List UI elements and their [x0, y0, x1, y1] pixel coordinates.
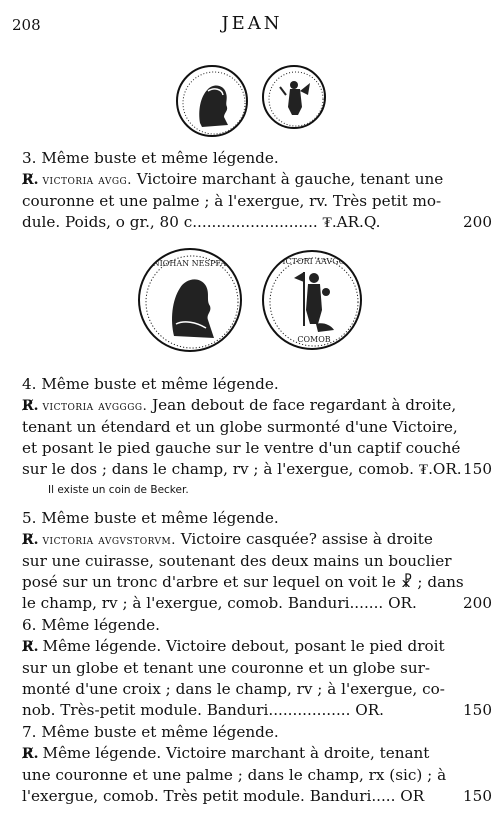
page-header — [0, 12, 504, 36]
coin-reverse-large — [262, 250, 362, 350]
catalogue-entry — [22, 374, 492, 480]
entry-line: Même légende. Victoire marchant à droite, tenant — [42, 744, 430, 762]
entry-line: le champ, rv ; à l'exergue, comob. Banduri....... OR. — [22, 594, 417, 612]
entry-number: 5. — [22, 509, 37, 527]
reverse-legend-name: victoria avgggg. — [42, 399, 148, 414]
reverse-mark: R̸. — [22, 639, 39, 655]
entry-price: 200 — [463, 594, 492, 612]
entry-title: Même buste et même légende. — [41, 375, 279, 393]
entry-price: 150 — [463, 701, 492, 719]
victory-figure-icon — [264, 67, 326, 129]
entry-heading — [22, 148, 492, 169]
laureate-bust-icon — [140, 250, 242, 352]
entry-line: tenant un étendard et un globe surmonté d'une Victoire, — [22, 418, 458, 436]
entry-line: monté d'une croix ; dans le champ, rv ; à l'exergue, co- — [22, 680, 445, 698]
coin-obverse-small — [176, 65, 248, 137]
coin-reverse-small — [262, 65, 326, 129]
catalogue-entry — [22, 722, 492, 807]
entry-line: sur une cuirasse, soutenant des deux mains un bouclier — [22, 552, 452, 570]
entry-heading — [22, 374, 492, 395]
entry-line: dule. Poids, o gr., 80 c.......................... ₮.AR.Q. — [22, 213, 381, 231]
reverse-mark: R̸. — [22, 172, 39, 188]
catalogue-entry — [22, 148, 492, 233]
reverse-exergue: COMOB — [297, 335, 331, 344]
entry-number: 7. — [22, 723, 37, 741]
entry-description — [22, 636, 492, 721]
entry-description — [22, 395, 492, 480]
entry-heading — [22, 722, 492, 743]
entry-number: 4. — [22, 375, 37, 393]
entry-title: Même buste et même légende. — [41, 149, 279, 167]
entry-line: Jean debout de face regardant à droite, — [152, 396, 457, 414]
entry-line: une couronne et une palme ; dans le champ, rx (sic) ; à — [22, 766, 447, 784]
catalogue-entry — [22, 615, 492, 721]
catalogue-entry — [22, 508, 492, 614]
entry-line: et posant le pied gauche sur le ventre d'un captif couché — [22, 439, 461, 457]
coin-obverse-large — [138, 248, 242, 352]
entry-title: Même buste et même légende. — [41, 723, 279, 741]
emperor-standing-icon — [264, 252, 362, 350]
entry-line: Victoire casquée? assise à droite — [180, 530, 433, 548]
entry-line: nob. Très-petit module. Banduri................. OR. — [22, 701, 384, 719]
page-number: 208 — [12, 16, 41, 34]
entry-line: l'exergue, comob. Très petit module. Banduri..... OR — [22, 787, 425, 805]
footnote: Il existe un coin de Becker. — [48, 484, 189, 496]
entry-line: sur un globe et tenant une couronne et un globe sur- — [22, 659, 431, 677]
entry-title: Même légende. — [41, 616, 160, 634]
entry-description — [22, 169, 492, 233]
entry-price: 150 — [463, 787, 492, 805]
reverse-mark: R̸. — [22, 532, 39, 548]
entry-line: sur le dos ; dans le champ, rv ; à l'exergue, comob. ₮.OR. — [22, 460, 462, 478]
entry-line: couronne et une palme ; à l'exergue, rv. Très petit mo- — [22, 192, 442, 210]
reverse-legend: VICTORI AAVGGG — [276, 257, 352, 266]
entry-price: 200 — [463, 213, 492, 231]
entry-title: Même buste et même légende. — [41, 509, 279, 527]
reverse-legend-name: victoria avgvstorvm. — [42, 533, 176, 548]
entry-description — [22, 743, 492, 807]
entry-heading — [22, 508, 492, 529]
entry-heading — [22, 615, 492, 636]
entry-price: 150 — [463, 460, 492, 478]
entry-number: 3. — [22, 149, 37, 167]
entry-line: posé sur un tronc d'arbre et sur lequel on voit le ☧ ; dans — [22, 573, 464, 591]
obverse-legend: DNIOHAN NESPFAVG — [146, 259, 238, 268]
entry-line: Même légende. Victoire debout, posant le pied droit — [42, 637, 445, 655]
entry-description — [22, 529, 492, 614]
entry-line: Victoire marchant à gauche, tenant une — [136, 170, 444, 188]
reverse-legend-name: victoria avgg. — [42, 173, 132, 188]
portrait-bust-icon — [178, 67, 248, 137]
running-title: JEAN — [221, 13, 283, 34]
reverse-mark: R̸. — [22, 398, 39, 414]
reverse-mark: R̸. — [22, 746, 39, 762]
entry-number: 6. — [22, 616, 37, 634]
